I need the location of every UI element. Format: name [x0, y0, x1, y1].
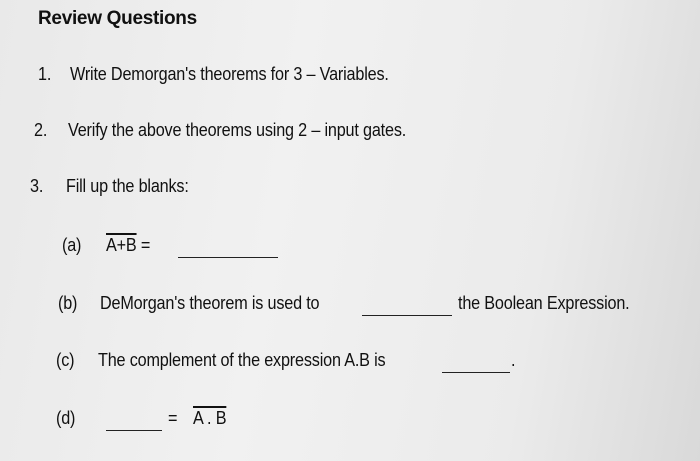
- subpart-c-blank: [442, 356, 510, 378]
- question-3-number: 3.: [30, 176, 44, 196]
- subpart-c-text-after: .: [511, 350, 516, 370]
- subpart-b-label: (b): [58, 293, 78, 313]
- subpart-d-blank: [106, 414, 162, 436]
- question-1-text: Write Demorgan's theorems for 3 – Variables.: [70, 64, 389, 84]
- subpart-c-label: (c): [56, 350, 75, 370]
- subpart-a-expression: [106, 235, 150, 256]
- question-2-text: Verify the above theorems using 2 – input gates.: [68, 120, 407, 140]
- page-title: Review Questions: [38, 8, 197, 29]
- subpart-b-blank: [362, 299, 452, 321]
- a-plus-b-complement: A+B: [106, 235, 137, 255]
- subpart-d-equals: =: [168, 408, 178, 428]
- subpart-a-blank: [178, 241, 278, 263]
- subpart-c-text-before: The complement of the expression A.B is: [98, 350, 386, 370]
- subpart-d-expression: [193, 408, 226, 429]
- subpart-d-label: (d): [56, 408, 76, 428]
- a-dot-b-complement: A . B: [193, 408, 227, 428]
- subpart-b-text-after: the Boolean Expression.: [458, 293, 630, 313]
- equals-sign: =: [140, 235, 151, 255]
- question-1-number: 1.: [38, 64, 52, 84]
- subpart-b-text-before: DeMorgan's theorem is used to: [100, 293, 320, 313]
- question-3-text: Fill up the blanks:: [66, 176, 189, 196]
- question-2-number: 2.: [34, 120, 48, 140]
- subpart-a-label: (a): [62, 235, 82, 255]
